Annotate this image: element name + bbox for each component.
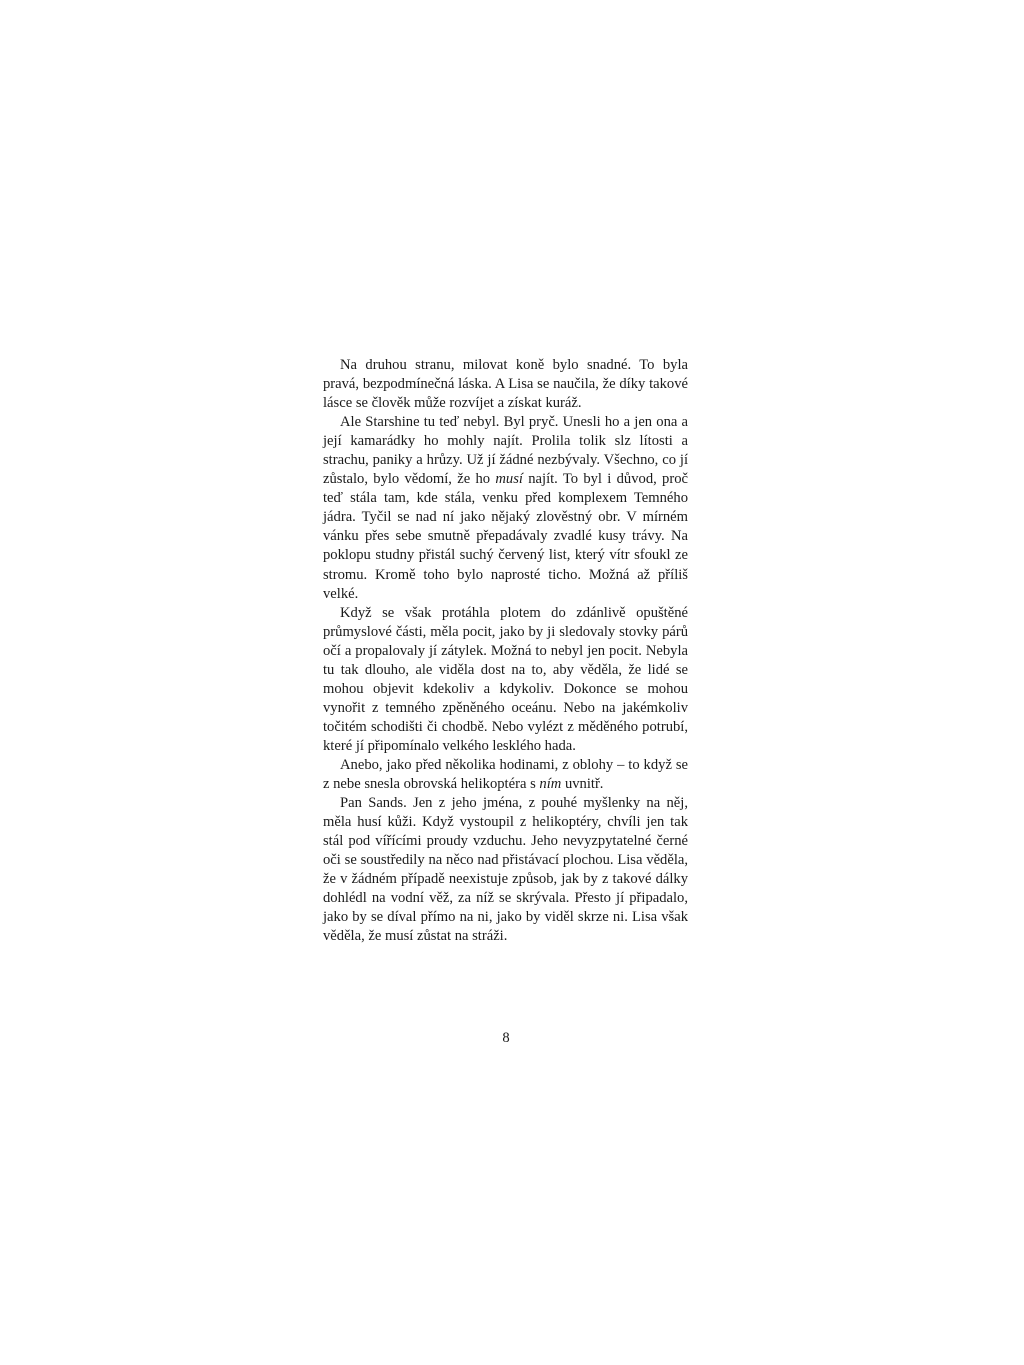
paragraph-2 <box>323 413 688 603</box>
paragraph-5-text: Pan Sands. Jen z jeho jména, z pouhé myšlenky na něj, měla husí kůži. Když vystoupil z helikoptéry, chvíli jen tak stál pod vířícími proudy vzduchu. Jeho nevyzpytatelné černé oči se soustředily na něco nad přistávací plochou. Lisa věděla, že v žádném případě neexistuje způsob, jak by z takové dálky dohlédl na vodní věž, za níž se skrývala. Přesto jí připadalo, jako by se díval přímo na ni, jako by viděl skrze ni. Lisa však věděla, že musí zůstat na stráži. <box>323 795 688 945</box>
paragraph-4-emphasis: ním <box>539 776 562 793</box>
paragraph-3-text: Když se však protáhla plotem do zdánlivě opuštěné průmyslové části, měla pocit, jako by ji sledovaly stovky párů očí a propalovaly jí zátylek. Možná to nebyl jen pocit. Nebyla tu tak dlouho, ale viděla dost na to, aby věděla, že lidé se mohou objevit kdekoliv a kdykoliv. Dokonce se mohou vynořit z temného zpěněného oceánu. Nebo na jakémkoliv točitém schodišti či chodbě. Nebo vylézt z měděného potrubí, které jí připomínalo velkého lesklého hada. <box>323 604 688 754</box>
body-text <box>323 356 688 946</box>
paragraph-1 <box>323 356 688 413</box>
paragraph-2-text-b: najít. To byl i důvod, proč teď stála tam, kde stála, venku před komplexem Temného jádra. Tyčil se nad ní jako nějaký zlověstný obr. V mírném vánku přes sebe smutně přepadávaly zvadlé kusy trávy. Na poklopu studny přistál suchý červený list, který vítr sfoukl ze stromu. Kromě toho bylo naprosté ticho. Možná až příliš velké. <box>323 471 688 602</box>
paragraph-2-text-a: Ale Starshine tu teď nebyl. Byl pryč. Unesli ho a jen ona a její kamarádky ho mohly najít. Prolila tolik slz lítosti a strachu, paniky a hrůzy. Už jí žádné nezbývaly. Všechno, co jí zůstalo, bylo vědomí, že ho <box>323 414 688 488</box>
paragraph-4-text-b: uvnitř. <box>561 776 604 793</box>
paragraph-3 <box>323 604 688 756</box>
paragraph-2-emphasis: musí <box>495 471 523 488</box>
page-number: 8 <box>502 1030 510 1046</box>
paragraph-1-text: Na druhou stranu, milovat koně bylo snadné. To byla pravá, bezpodmínečná láska. A Lisa se naučila, že díky takové lásce se člověk může rozvíjet a získat kuráž. <box>323 357 688 412</box>
paragraph-4 <box>323 756 688 794</box>
paragraph-5 <box>323 794 688 946</box>
paragraph-4-text-a: Anebo, jako před několika hodinami, z oblohy – to když se z nebe snesla obrovská helikoptéra s <box>323 756 688 793</box>
